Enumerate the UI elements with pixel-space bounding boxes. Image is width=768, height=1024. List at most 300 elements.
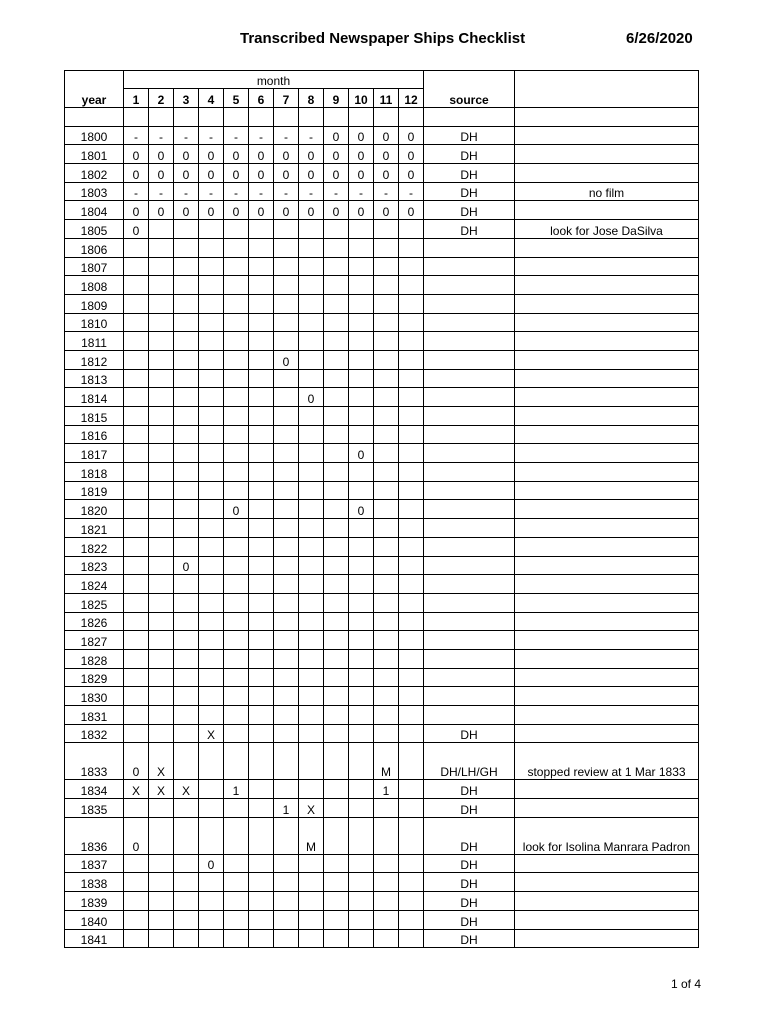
month-3-cell: 0: [174, 556, 199, 575]
month-8-cell: [299, 706, 324, 725]
month-4-cell: [199, 575, 224, 594]
year-cell: 1820: [65, 500, 124, 519]
note-cell: [515, 257, 699, 276]
month-7-cell: -: [274, 182, 299, 201]
column-header-month-9: 9: [324, 89, 349, 108]
table-row: [65, 500, 699, 519]
year-cell: 1816: [65, 425, 124, 444]
month-6-cell: [249, 481, 274, 500]
month-7-cell: [274, 706, 299, 725]
month-8-cell: X: [299, 799, 324, 818]
month-8-cell: [299, 873, 324, 892]
month-2-cell: [149, 799, 174, 818]
source-cell: [424, 593, 515, 612]
month-9-cell: [324, 463, 349, 482]
month-7-cell: [274, 631, 299, 650]
note-cell: [515, 929, 699, 948]
month-1-cell: -: [124, 126, 149, 145]
month-10-cell: 0: [349, 500, 374, 519]
month-5-cell: [224, 575, 249, 594]
month-10-cell: [349, 238, 374, 257]
note-cell: look for Jose DaSilva: [515, 220, 699, 239]
month-7-cell: 0: [274, 201, 299, 220]
month-2-cell: [149, 313, 174, 332]
month-7-cell: [274, 407, 299, 426]
month-9-cell: [324, 369, 349, 388]
month-7-cell: [274, 332, 299, 351]
month-8-cell: [299, 687, 324, 706]
month-10-cell: [349, 668, 374, 687]
note-cell: [515, 556, 699, 575]
month-12-cell: [399, 444, 424, 463]
source-cell: [424, 556, 515, 575]
note-cell: [515, 706, 699, 725]
month-3-cell: [174, 369, 199, 388]
month-7-cell: [274, 780, 299, 799]
table-row: [65, 201, 699, 220]
month-12-cell: [399, 407, 424, 426]
month-6-cell: [249, 294, 274, 313]
month-1-cell: [124, 612, 149, 631]
month-8-cell: [299, 537, 324, 556]
month-4-cell: 0: [199, 164, 224, 183]
month-9-cell: [324, 593, 349, 612]
month-5-cell: [224, 631, 249, 650]
month-2-cell: [149, 481, 174, 500]
month-10-cell: 0: [349, 164, 374, 183]
month-3-cell: X: [174, 780, 199, 799]
month-5-cell: [224, 724, 249, 743]
month-11-cell: 0: [374, 145, 399, 164]
table-row: [65, 126, 699, 145]
month-7-cell: -: [274, 126, 299, 145]
table-row: [65, 743, 699, 780]
month-8-cell: [299, 220, 324, 239]
month-3-cell: [174, 257, 199, 276]
month-10-cell: [349, 276, 374, 295]
month-10-cell: [349, 519, 374, 538]
month-6-cell: [249, 780, 274, 799]
month-12-cell: 0: [399, 201, 424, 220]
source-cell: [424, 668, 515, 687]
month-7-cell: [274, 556, 299, 575]
month-2-cell: [149, 892, 174, 911]
month-8-cell: -: [299, 126, 324, 145]
year-cell: 1811: [65, 332, 124, 351]
note-cell: stopped review at 1 Mar 1833: [515, 743, 699, 780]
month-10-cell: 0: [349, 145, 374, 164]
month-10-cell: [349, 108, 374, 127]
source-cell: DH: [424, 854, 515, 873]
month-9-cell: [324, 313, 349, 332]
month-4-cell: [199, 780, 224, 799]
month-1-cell: 0: [124, 220, 149, 239]
year-cell: 1806: [65, 238, 124, 257]
month-11-cell: [374, 257, 399, 276]
month-2-cell: [149, 631, 174, 650]
table-row: [65, 817, 699, 854]
year-cell: 1837: [65, 854, 124, 873]
month-1-cell: [124, 687, 149, 706]
month-2-cell: [149, 388, 174, 407]
month-1-cell: [124, 257, 149, 276]
month-8-cell: -: [299, 182, 324, 201]
month-4-cell: [199, 257, 224, 276]
month-3-cell: [174, 817, 199, 854]
month-5-cell: [224, 817, 249, 854]
year-cell: 1810: [65, 313, 124, 332]
note-cell: [515, 407, 699, 426]
month-12-cell: [399, 481, 424, 500]
month-4-cell: -: [199, 126, 224, 145]
month-12-cell: [399, 369, 424, 388]
month-9-cell: [324, 519, 349, 538]
month-10-cell: [349, 294, 374, 313]
month-4-cell: -: [199, 182, 224, 201]
month-2-cell: [149, 257, 174, 276]
month-2-cell: [149, 350, 174, 369]
column-header-month-8: 8: [299, 89, 324, 108]
month-5-cell: [224, 892, 249, 911]
month-10-cell: [349, 388, 374, 407]
table-row: [65, 407, 699, 426]
month-3-cell: [174, 463, 199, 482]
month-1-cell: [124, 873, 149, 892]
month-4-cell: [199, 108, 224, 127]
month-5-cell: [224, 519, 249, 538]
month-10-cell: [349, 481, 374, 500]
column-header-month-6: 6: [249, 89, 274, 108]
month-1-cell: [124, 910, 149, 929]
month-6-cell: [249, 724, 274, 743]
month-10-cell: [349, 593, 374, 612]
month-8-cell: [299, 631, 324, 650]
month-9-cell: -: [324, 182, 349, 201]
month-2-cell: [149, 519, 174, 538]
month-6-cell: [249, 332, 274, 351]
year-cell: 1829: [65, 668, 124, 687]
source-cell: [424, 687, 515, 706]
source-cell: DH: [424, 817, 515, 854]
month-2-cell: [149, 593, 174, 612]
month-7-cell: [274, 873, 299, 892]
month-12-cell: [399, 854, 424, 873]
note-cell: [515, 108, 699, 127]
month-7-cell: [274, 481, 299, 500]
note-cell: [515, 425, 699, 444]
month-10-cell: [349, 350, 374, 369]
month-9-cell: [324, 481, 349, 500]
source-cell: DH: [424, 220, 515, 239]
month-4-cell: [199, 332, 224, 351]
month-7-cell: [274, 575, 299, 594]
month-6-cell: [249, 687, 274, 706]
month-6-cell: [249, 631, 274, 650]
month-7-cell: [274, 444, 299, 463]
month-1-cell: [124, 706, 149, 725]
table-row: [65, 854, 699, 873]
month-4-cell: [199, 892, 224, 911]
month-7-cell: 0: [274, 145, 299, 164]
month-1-cell: [124, 238, 149, 257]
month-10-cell: [349, 799, 374, 818]
month-1-cell: [124, 388, 149, 407]
month-5-cell: [224, 294, 249, 313]
year-cell: 1803: [65, 182, 124, 201]
month-4-cell: [199, 388, 224, 407]
source-cell: [424, 407, 515, 426]
table-row: [65, 724, 699, 743]
month-3-cell: [174, 481, 199, 500]
table-row: [65, 631, 699, 650]
month-4-cell: [199, 873, 224, 892]
month-7-cell: [274, 369, 299, 388]
year-cell: 1833: [65, 743, 124, 780]
header-row-columns: [65, 89, 699, 108]
year-cell: 1812: [65, 350, 124, 369]
source-cell: DH: [424, 201, 515, 220]
month-10-cell: 0: [349, 444, 374, 463]
month-6-cell: [249, 668, 274, 687]
source-cell: [424, 350, 515, 369]
month-9-cell: [324, 257, 349, 276]
source-cell: DH/LH/GH: [424, 743, 515, 780]
month-12-cell: [399, 519, 424, 538]
month-4-cell: [199, 350, 224, 369]
month-7-cell: [274, 910, 299, 929]
column-header-month-3: 3: [174, 89, 199, 108]
month-5-cell: [224, 910, 249, 929]
month-6-cell: [249, 593, 274, 612]
table-row: [65, 892, 699, 911]
month-11-cell: 1: [374, 780, 399, 799]
month-12-cell: [399, 817, 424, 854]
month-6-cell: [249, 369, 274, 388]
year-cell: 1821: [65, 519, 124, 538]
month-7-cell: [274, 294, 299, 313]
month-11-cell: [374, 706, 399, 725]
month-11-cell: [374, 220, 399, 239]
month-4-cell: [199, 481, 224, 500]
month-11-cell: [374, 276, 399, 295]
source-cell: [424, 108, 515, 127]
month-1-cell: [124, 332, 149, 351]
month-11-cell: [374, 892, 399, 911]
month-10-cell: [349, 332, 374, 351]
month-5-cell: [224, 556, 249, 575]
month-6-cell: [249, 556, 274, 575]
month-11-cell: [374, 238, 399, 257]
month-5-cell: [224, 649, 249, 668]
month-5-cell: [224, 743, 249, 780]
month-9-cell: [324, 799, 349, 818]
month-8-cell: [299, 593, 324, 612]
month-3-cell: -: [174, 126, 199, 145]
month-4-cell: [199, 631, 224, 650]
month-9-cell: [324, 668, 349, 687]
month-6-cell: [249, 220, 274, 239]
month-4-cell: [199, 706, 224, 725]
month-8-cell: [299, 108, 324, 127]
month-12-cell: [399, 649, 424, 668]
month-5-cell: [224, 668, 249, 687]
column-header-month-7: 7: [274, 89, 299, 108]
month-12-cell: 0: [399, 145, 424, 164]
month-6-cell: [249, 910, 274, 929]
table-row: [65, 519, 699, 538]
table-row: [65, 369, 699, 388]
note-cell: [515, 724, 699, 743]
month-2-cell: [149, 444, 174, 463]
month-11-cell: [374, 631, 399, 650]
source-cell: DH: [424, 164, 515, 183]
table-row: [65, 873, 699, 892]
month-group-header: month: [124, 71, 424, 89]
source-cell: [424, 332, 515, 351]
month-4-cell: [199, 743, 224, 780]
month-2-cell: [149, 817, 174, 854]
note-cell: [515, 873, 699, 892]
header-cell-source-top: [424, 71, 515, 89]
month-9-cell: [324, 350, 349, 369]
table-row: [65, 220, 699, 239]
month-9-cell: 0: [324, 164, 349, 183]
year-cell: 1819: [65, 481, 124, 500]
month-6-cell: [249, 519, 274, 538]
source-cell: [424, 257, 515, 276]
month-3-cell: 0: [174, 164, 199, 183]
month-1-cell: [124, 929, 149, 948]
month-2-cell: 0: [149, 145, 174, 164]
month-8-cell: [299, 500, 324, 519]
month-8-cell: 0: [299, 201, 324, 220]
month-5-cell: [224, 313, 249, 332]
month-6-cell: [249, 817, 274, 854]
month-8-cell: [299, 463, 324, 482]
month-1-cell: [124, 276, 149, 295]
month-8-cell: M: [299, 817, 324, 854]
column-header-month-5: 5: [224, 89, 249, 108]
month-2-cell: [149, 575, 174, 594]
month-4-cell: [199, 910, 224, 929]
month-12-cell: [399, 388, 424, 407]
month-5-cell: [224, 687, 249, 706]
month-1-cell: [124, 668, 149, 687]
month-4-cell: [199, 687, 224, 706]
month-10-cell: [349, 313, 374, 332]
month-2-cell: 0: [149, 164, 174, 183]
month-6-cell: [249, 575, 274, 594]
table-row: [65, 593, 699, 612]
note-cell: [515, 668, 699, 687]
column-header-year: year: [65, 89, 124, 108]
month-3-cell: [174, 388, 199, 407]
month-2-cell: X: [149, 743, 174, 780]
note-cell: [515, 463, 699, 482]
month-1-cell: [124, 500, 149, 519]
month-12-cell: [399, 873, 424, 892]
source-cell: [424, 481, 515, 500]
month-7-cell: [274, 519, 299, 538]
source-cell: [424, 444, 515, 463]
month-4-cell: [199, 425, 224, 444]
month-10-cell: [349, 649, 374, 668]
month-3-cell: [174, 108, 199, 127]
month-4-cell: [199, 369, 224, 388]
source-cell: DH: [424, 910, 515, 929]
month-8-cell: [299, 910, 324, 929]
month-7-cell: [274, 593, 299, 612]
month-8-cell: [299, 575, 324, 594]
source-cell: [424, 313, 515, 332]
month-7-cell: [274, 687, 299, 706]
month-5-cell: [224, 257, 249, 276]
month-7-cell: [274, 817, 299, 854]
year-cell: 1830: [65, 687, 124, 706]
month-2-cell: [149, 463, 174, 482]
month-12-cell: [399, 332, 424, 351]
month-1-cell: 0: [124, 743, 149, 780]
month-12-cell: [399, 743, 424, 780]
table-row: [65, 929, 699, 948]
month-12-cell: [399, 537, 424, 556]
year-cell: 1834: [65, 780, 124, 799]
month-9-cell: [324, 276, 349, 295]
source-cell: [424, 425, 515, 444]
month-10-cell: [349, 631, 374, 650]
month-9-cell: [324, 854, 349, 873]
source-cell: [424, 500, 515, 519]
month-8-cell: [299, 519, 324, 538]
month-11-cell: 0: [374, 164, 399, 183]
month-7-cell: [274, 108, 299, 127]
year-cell: 1824: [65, 575, 124, 594]
month-7-cell: [274, 743, 299, 780]
year-cell: 1840: [65, 910, 124, 929]
page-number: 1 of 4: [671, 977, 702, 991]
table-row: [65, 294, 699, 313]
month-6-cell: [249, 276, 274, 295]
month-6-cell: [249, 238, 274, 257]
month-6-cell: 0: [249, 145, 274, 164]
month-3-cell: [174, 687, 199, 706]
month-5-cell: [224, 238, 249, 257]
month-10-cell: [349, 892, 374, 911]
month-7-cell: [274, 463, 299, 482]
month-9-cell: [324, 910, 349, 929]
month-9-cell: [324, 444, 349, 463]
month-12-cell: [399, 612, 424, 631]
month-1-cell: [124, 444, 149, 463]
month-5-cell: 0: [224, 164, 249, 183]
year-cell: 1839: [65, 892, 124, 911]
month-7-cell: [274, 238, 299, 257]
month-4-cell: [199, 276, 224, 295]
month-11-cell: M: [374, 743, 399, 780]
month-5-cell: 0: [224, 201, 249, 220]
month-7-cell: [274, 929, 299, 948]
month-9-cell: [324, 500, 349, 519]
month-12-cell: [399, 929, 424, 948]
month-3-cell: [174, 593, 199, 612]
year-cell: 1817: [65, 444, 124, 463]
month-10-cell: [349, 575, 374, 594]
month-1-cell: [124, 369, 149, 388]
month-3-cell: [174, 575, 199, 594]
month-6-cell: [249, 257, 274, 276]
month-6-cell: [249, 463, 274, 482]
column-header-month-1: 1: [124, 89, 149, 108]
